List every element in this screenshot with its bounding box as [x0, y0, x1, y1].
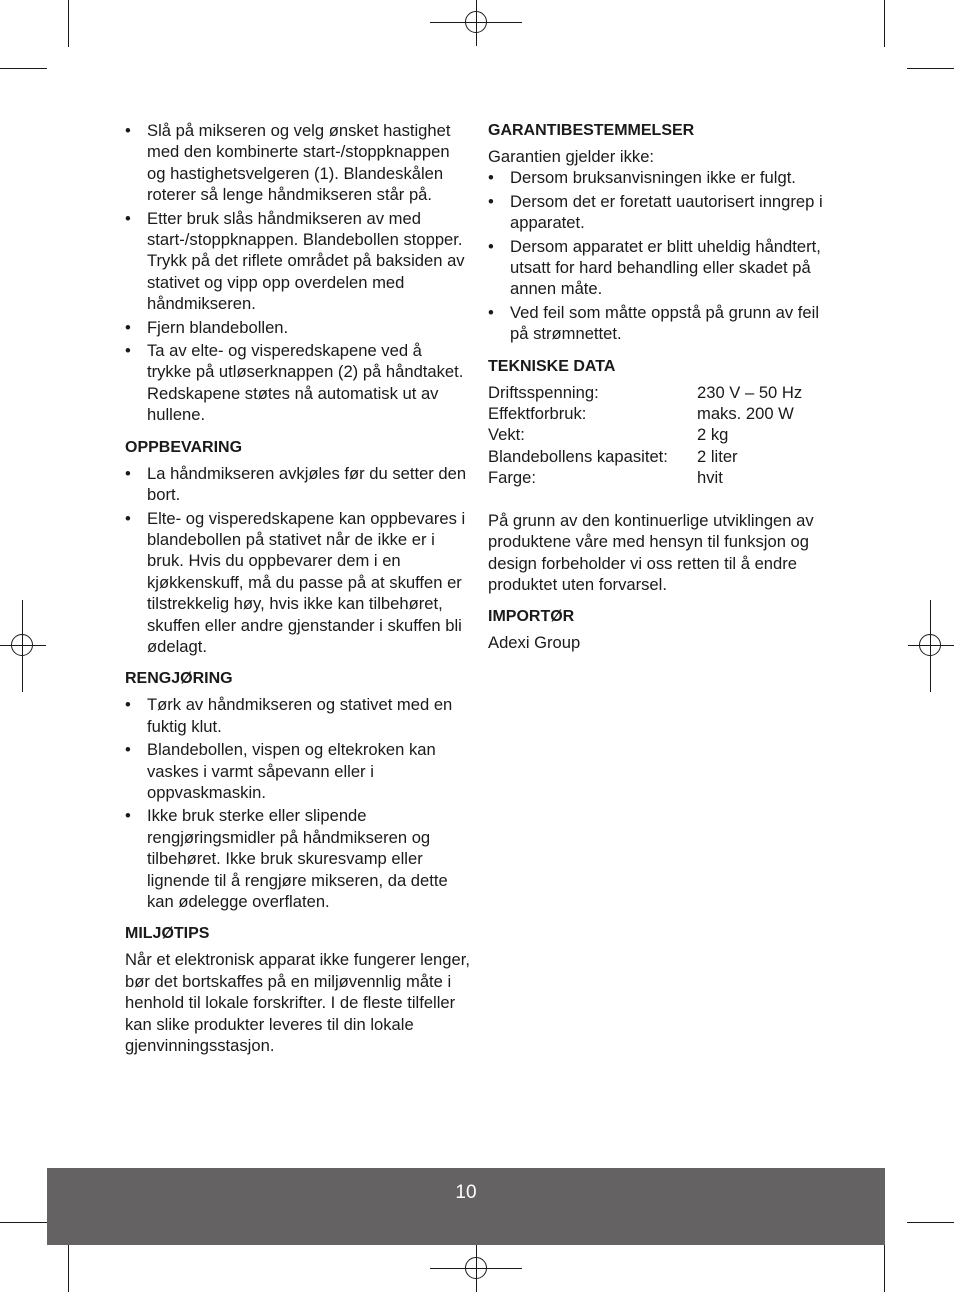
- crop-mark: [907, 68, 954, 69]
- crop-mark: [0, 1222, 47, 1223]
- list-item: • Ved feil som måtte oppstå på grunn av feil på strømnettet.: [488, 302, 833, 345]
- list-item: • Blandebollen, vispen og eltekroken kan vaskes i varmt såpevann eller i oppvaskmaskin.: [125, 739, 470, 803]
- list-item: • Ta av elte- og visperedskapene ved å trykke på utløserknappen (2) på håndtaket. Redskapene støtes nå automatisk ut av hullene.: [125, 340, 470, 426]
- warranty-section: [488, 120, 833, 345]
- cleaning-section: [125, 668, 470, 912]
- storage-list: [125, 463, 470, 658]
- left-column: [125, 120, 470, 1067]
- importer-name: Adexi Group: [488, 633, 581, 653]
- spec-label: Farge:: [488, 468, 536, 488]
- section-heading: IMPORTØR: [488, 608, 575, 626]
- list-item: • Dersom apparatet er blitt uheldig håndtert, utsatt for hard behandling eller skadet på annen måte.: [488, 236, 833, 300]
- spec-value: maks. 200 W: [697, 404, 794, 424]
- section-heading: GARANTIBESTEMMELSER: [488, 122, 695, 139]
- crop-mark: [884, 0, 885, 47]
- section-heading: MILJØTIPS: [125, 925, 210, 943]
- usage-section: [125, 120, 470, 426]
- list-item: • Dersom bruksanvisningen ikke er fulgt.: [488, 167, 833, 188]
- environment-text: Når et elektronisk apparat ikke fungerer lenger, bør det bortskaffes på en miljøvennlig måte i henhold til lokale forskrifter. I de fleste tilfeller kan slike produkter leveres til din lokale gjenvinningsstasjon.: [125, 950, 470, 1056]
- list-item: • Tørk av håndmikseren og stativet med en fuktig klut.: [125, 694, 470, 737]
- spec-label: Vekt:: [488, 425, 525, 445]
- technical-section: [488, 356, 833, 596]
- registration-mark: [465, 11, 487, 33]
- storage-section: [125, 437, 470, 658]
- right-column: [488, 120, 833, 665]
- list-item: • Dersom det er foretatt uautorisert inngrep i apparatet.: [488, 191, 833, 234]
- spec-label: Blandebollens kapasitet:: [488, 446, 668, 466]
- spec-value: hvit: [697, 468, 723, 488]
- crop-mark: [907, 1222, 954, 1223]
- usage-list: [125, 120, 470, 426]
- registration-mark: [11, 634, 33, 656]
- warranty-list: [488, 167, 833, 344]
- crop-mark: [884, 1245, 885, 1292]
- section-heading: TEKNISKE DATA: [488, 357, 616, 375]
- list-item: • Fjern blandebollen.: [125, 317, 470, 338]
- spec-value: 2 liter: [697, 446, 738, 466]
- list-item: • Elte- og visperedskapene kan oppbevares i blandebollen på stativet når de ikke er i bruk. Hvis du oppbevarer dem i en kjøkkenskuff, må du passe på at skuffen er tilstrekkelig høy, hvis ikke kan tilbehøret, skuffen eller andre gjenstander i skuffen bli ødelagt.: [125, 508, 470, 658]
- crop-mark: [68, 0, 69, 47]
- list-item: • Etter bruk slås håndmikseren av med start-/stoppknappen. Blandebollen stopper. Trykk på det riflete området på baksiden av stativet og vipp opp overdelen med håndmikseren.: [125, 208, 470, 315]
- environment-section: [125, 923, 470, 1056]
- importer-section: [488, 606, 833, 653]
- page-footer: [47, 1168, 885, 1245]
- spec-label: Driftsspenning:: [488, 382, 599, 402]
- list-item: • Ikke bruk sterke eller slipende rengjøringsmidler på håndmikseren og tilbehøret. Ikke bruk skuresvamp eller lignende til å rengjøre mikseren, da dette kan ødelegge overflaten.: [125, 805, 470, 912]
- crop-mark: [0, 68, 47, 69]
- disclaimer-text: På grunn av den kontinuerlige utviklingen av produktene våre med hensyn til funksjon og design forbeholder vi oss retten til å endre produktet uten forvarsel.: [488, 510, 814, 594]
- spec-value: 2 kg: [697, 425, 729, 445]
- warranty-intro: Garantien gjelder ikke:: [488, 147, 655, 166]
- list-item: • La håndmikseren avkjøles før du setter den bort.: [125, 463, 470, 506]
- spec-label: Effektforbruk:: [488, 404, 587, 424]
- registration-mark: [465, 1257, 487, 1279]
- section-heading: OPPBEVARING: [125, 438, 243, 456]
- cleaning-list: [125, 694, 470, 912]
- list-item: • Slå på mikseren og velg ønsket hastighet med den kombinerte start-/stoppknappen og hastighetsvelgeren (1). Blandeskålen roterer så lenge håndmikseren står på.: [125, 120, 470, 206]
- page-number: 10: [455, 1182, 477, 1203]
- spec-value: 230 V – 50 Hz: [697, 382, 803, 402]
- crop-mark: [68, 1245, 69, 1292]
- registration-mark: [919, 634, 941, 656]
- section-heading: RENGJØRING: [125, 670, 233, 688]
- spec-table: [488, 382, 833, 489]
